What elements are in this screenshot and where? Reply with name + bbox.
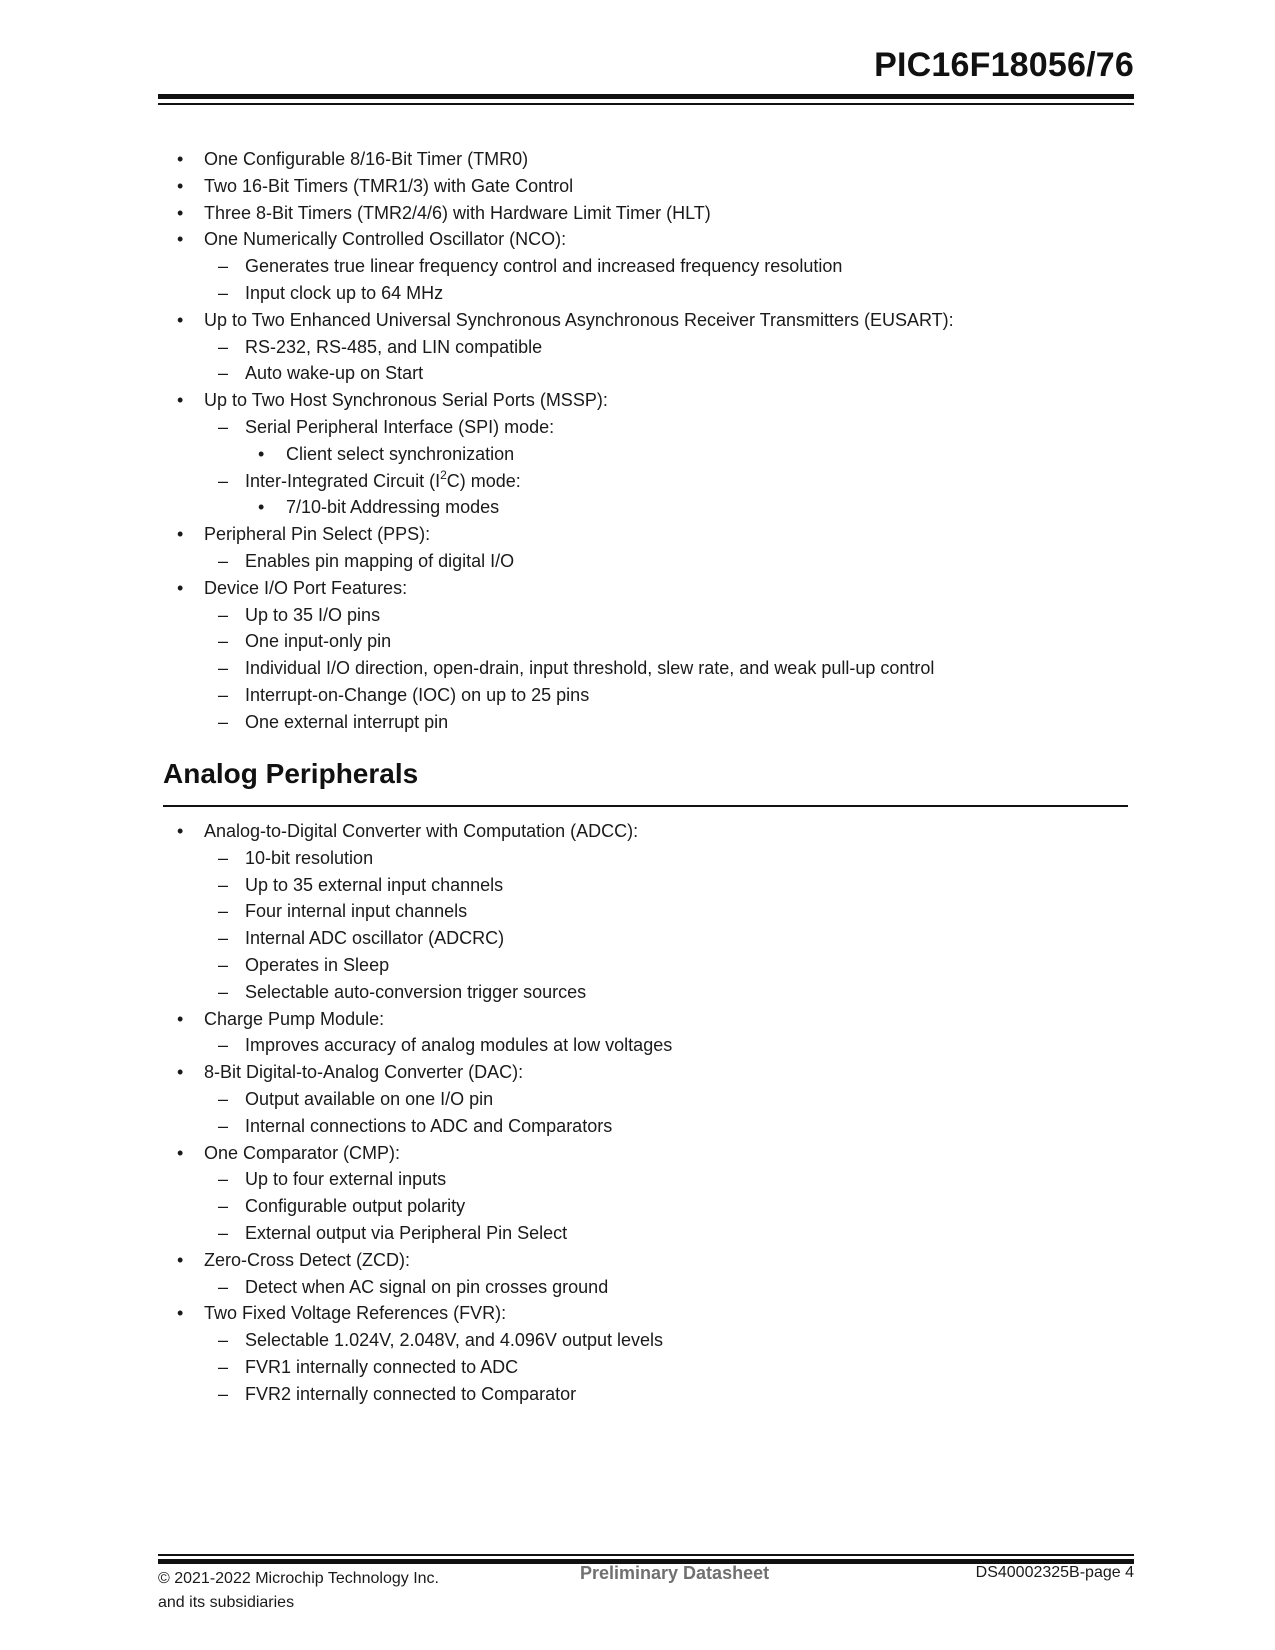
list-item-text-part: C) mode:	[446, 470, 521, 491]
list-item-text: Improves accuracy of analog modules at low voltages	[245, 1035, 673, 1056]
dash-marker: –	[218, 631, 229, 652]
list-item-text: Auto wake-up on Start	[245, 363, 424, 384]
dash-marker: –	[218, 981, 229, 1002]
bullet-marker: •	[258, 443, 265, 464]
list-item	[0, 1006, 1275, 1033]
list-item-text: Up to Two Host Synchronous Serial Ports (MSSP):	[204, 390, 608, 411]
dash-marker: –	[218, 363, 229, 384]
header-rule-thin	[158, 103, 1134, 105]
list-item	[0, 925, 1275, 952]
list-item-text: One external interrupt pin	[245, 711, 449, 732]
header-rule	[158, 94, 1134, 99]
list-item	[0, 146, 1275, 173]
dash-marker: –	[218, 256, 229, 277]
dash-marker: –	[218, 711, 229, 732]
list-item	[0, 655, 1275, 682]
list-item-text: FVR1 internally connected to ADC	[245, 1356, 519, 1377]
list-item	[0, 1354, 1275, 1381]
bullet-marker: •	[177, 390, 184, 411]
list-item	[0, 1140, 1275, 1167]
list-item-text: Peripheral Pin Select (PPS):	[204, 524, 431, 545]
list-item	[0, 494, 1275, 521]
list-item	[0, 226, 1275, 253]
list-item-text: 7/10-bit Addressing modes	[286, 497, 500, 518]
list-item-text: Selectable 1.024V, 2.048V, and 4.096V output levels	[245, 1330, 664, 1351]
dash-marker: –	[218, 928, 229, 949]
dash-marker: –	[218, 336, 229, 357]
superscript: 2	[440, 467, 447, 482]
list-item-text: One Configurable 8/16-Bit Timer (TMR0)	[204, 149, 529, 169]
list-item	[0, 307, 1275, 334]
list-item	[0, 200, 1275, 227]
list-item	[0, 845, 1275, 872]
list-item-text: Charge Pump Module:	[204, 1008, 385, 1029]
list-item-text: Analog-to-Digital Converter with Computation (ADCC):	[204, 821, 639, 841]
list-item-text: 10-bit resolution	[245, 847, 374, 868]
dash-marker: –	[218, 1115, 229, 1136]
bullet-marker: •	[258, 497, 265, 518]
list-item	[0, 1193, 1275, 1220]
list-item	[0, 628, 1275, 655]
list-item	[0, 468, 1275, 495]
list-item	[0, 414, 1275, 441]
dash-marker: –	[218, 282, 229, 303]
dash-marker: –	[218, 874, 229, 895]
list-item-text: Client select synchronization	[286, 443, 515, 464]
list-item-text: Enables pin mapping of digital I/O	[245, 550, 515, 571]
bullet-marker: •	[177, 309, 184, 330]
list-item-text: Configurable output polarity	[245, 1196, 466, 1217]
bullet-marker: •	[177, 229, 184, 250]
list-item	[0, 253, 1275, 280]
bullet-marker: •	[177, 1249, 184, 1270]
list-item-text: Device I/O Port Features:	[204, 577, 408, 598]
bullet-marker: •	[177, 821, 184, 841]
list-item-text: RS-232, RS-485, and LIN compatible	[245, 336, 543, 357]
list-item	[0, 441, 1275, 468]
document-title: PIC16F18056/76	[874, 46, 1134, 84]
bullet-marker: •	[177, 524, 184, 545]
list-item-text: Up to 35 I/O pins	[245, 604, 381, 625]
list-item-text: Serial Peripheral Interface (SPI) mode:	[245, 416, 555, 437]
dash-marker: –	[218, 416, 229, 437]
list-item	[0, 280, 1275, 307]
dash-marker: –	[218, 1222, 229, 1243]
dash-marker: –	[218, 470, 229, 491]
bullet-marker: •	[177, 1062, 184, 1083]
dash-marker: –	[218, 1330, 229, 1351]
list-item-text: Up to 35 external input channels	[245, 874, 504, 895]
dash-marker: –	[218, 1035, 229, 1056]
bullet-marker: •	[177, 175, 184, 196]
list-item	[0, 1059, 1275, 1086]
list-item	[0, 1032, 1275, 1059]
list-item-text: One Comparator (CMP):	[204, 1142, 401, 1163]
list-item-text: Internal connections to ADC and Comparators	[245, 1115, 613, 1136]
dash-marker: –	[218, 1276, 229, 1297]
list-item	[0, 1274, 1275, 1301]
list-item-text: Two 16-Bit Timers (TMR1/3) with Gate Control	[204, 175, 574, 196]
list-item	[0, 602, 1275, 629]
list-item-text: FVR2 internally connected to Comparator	[245, 1383, 577, 1404]
list-item-text: Up to Two Enhanced Universal Synchronous Asynchronous Receiver Transmitters (EUSART):	[204, 309, 954, 330]
list-item-text: Four internal input channels	[245, 901, 468, 922]
dash-marker: –	[218, 550, 229, 571]
bullet-marker: •	[177, 149, 184, 169]
list-item	[0, 1086, 1275, 1113]
list-item	[0, 1113, 1275, 1140]
dash-marker: –	[218, 1088, 229, 1109]
bullet-marker: •	[177, 1303, 184, 1324]
list-item-text: Generates true linear frequency control and increased frequency resolution	[245, 256, 843, 277]
list-item	[0, 1327, 1275, 1354]
list-item	[0, 1220, 1275, 1247]
footer-page-number: DS40002325B-page 4	[975, 1564, 1134, 1581]
list-item	[0, 334, 1275, 361]
list-item	[0, 898, 1275, 925]
footer-preliminary-label: Preliminary Datasheet	[580, 1563, 770, 1583]
bullet-marker: •	[177, 577, 184, 598]
list-item	[0, 387, 1275, 414]
list-item	[0, 521, 1275, 548]
dash-marker: –	[218, 1196, 229, 1217]
dash-marker: –	[218, 658, 229, 679]
list-item-text: 8-Bit Digital-to-Analog Converter (DAC):	[204, 1062, 524, 1083]
list-item-text	[245, 468, 521, 495]
section-heading: Analog Peripherals	[163, 758, 419, 789]
list-item	[0, 979, 1275, 1006]
copyright-line: © 2021-2022 Microchip Technology Inc.	[158, 1570, 439, 1587]
dash-marker: –	[218, 847, 229, 868]
list-item-text: One input-only pin	[245, 631, 392, 652]
dash-marker: –	[218, 1169, 229, 1190]
list-item	[0, 709, 1275, 736]
list-item-text: One Numerically Controlled Oscillator (NCO):	[204, 229, 567, 250]
list-item	[0, 872, 1275, 899]
list-item	[0, 360, 1275, 387]
list-item-text: Output available on one I/O pin	[245, 1088, 494, 1109]
list-item	[0, 575, 1275, 602]
list-item-text: Internal ADC oscillator (ADCRC)	[245, 928, 505, 949]
bullet-marker: •	[177, 1142, 184, 1163]
list-item-text: Zero-Cross Detect (ZCD):	[204, 1249, 411, 1270]
list-item	[0, 1381, 1275, 1408]
list-item	[0, 952, 1275, 979]
dash-marker: –	[218, 684, 229, 705]
list-item	[0, 1166, 1275, 1193]
footer-rule	[158, 1554, 1134, 1556]
dash-marker: –	[218, 901, 229, 922]
list-item-text-part: Inter-Integrated Circuit (I	[245, 470, 441, 491]
list-item	[0, 818, 1275, 845]
list-item	[0, 173, 1275, 200]
footer-copyright	[158, 1567, 439, 1615]
list-item	[0, 1247, 1275, 1274]
dash-marker: –	[218, 954, 229, 975]
list-item-text: External output via Peripheral Pin Select	[245, 1222, 568, 1243]
dash-marker: –	[218, 1383, 229, 1404]
list-item-text: Three 8-Bit Timers (TMR2/4/6) with Hardware Limit Timer (HLT)	[204, 202, 711, 223]
digital-peripherals-list	[0, 146, 1275, 736]
section-rule	[163, 805, 1128, 807]
list-item-text: Detect when AC signal on pin crosses ground	[245, 1276, 609, 1297]
bullet-marker: •	[177, 202, 184, 223]
dash-marker: –	[218, 604, 229, 625]
list-item-text: Input clock up to 64 MHz	[245, 282, 444, 303]
bullet-marker: •	[177, 1008, 184, 1029]
copyright-subsidiaries: and its subsidiaries	[158, 1594, 295, 1611]
list-item-text: Up to four external inputs	[245, 1169, 447, 1190]
analog-peripherals-list	[0, 818, 1275, 1408]
list-item-text: Selectable auto-conversion trigger sources	[245, 981, 587, 1002]
list-item-text: Individual I/O direction, open-drain, input threshold, slew rate, and weak pull-up control	[245, 658, 935, 679]
list-item	[0, 1300, 1275, 1327]
list-item-text: Operates in Sleep	[245, 954, 390, 975]
list-item-text: Two Fixed Voltage References (FVR):	[204, 1303, 507, 1324]
list-item-text: Interrupt-on-Change (IOC) on up to 25 pins	[245, 684, 590, 705]
dash-marker: –	[218, 1356, 229, 1377]
list-item	[0, 548, 1275, 575]
list-item	[0, 682, 1275, 709]
